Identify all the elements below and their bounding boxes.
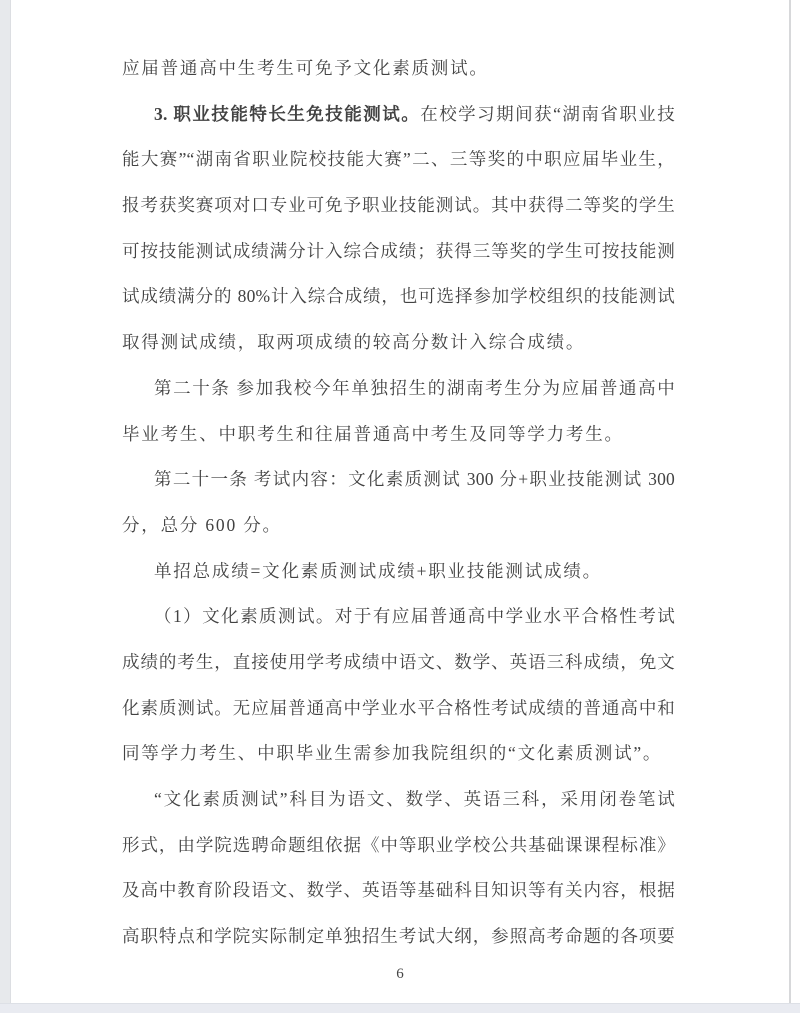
body-text: 应届普通高中生考生可免予文化素质测试。 bbox=[122, 58, 489, 78]
body-text: 化素质测试。无应届普通高中学业水平合格性考试成绩的普通高中和 bbox=[122, 697, 675, 718]
body-text: 分，总分 600 分。 bbox=[122, 514, 282, 535]
text-line bbox=[122, 366, 675, 412]
body-text: “文化素质测试”科目为语文、数学、英语三科，采用闭卷笔试 bbox=[154, 789, 675, 809]
body-text: 成绩的考生，直接使用学考成绩中语文、数学、英语三科成绩，免文 bbox=[122, 651, 675, 672]
body-text: 取得测试成绩，取两项成绩的较高分数计入综合成绩。 bbox=[122, 332, 586, 353]
text-line bbox=[122, 229, 675, 275]
body-text: 能大赛”“湖南省职业院校技能大赛”二、三等奖的中职应届毕业生， bbox=[122, 149, 675, 170]
body-text: 形式，由学院选聘命题组依据《中等职业学校公共基础课课程标准》 bbox=[122, 834, 675, 855]
body-text: 毕业考生、中职考生和往届普通高中考生及同等学力考生。 bbox=[122, 423, 624, 444]
body-text: 可按技能测试成绩满分计入综合成绩；获得三等奖的学生可按技能测 bbox=[122, 240, 675, 261]
text-line bbox=[122, 457, 675, 503]
body-text: 同等学力考生、中职毕业生需参加我院组织的“文化素质测试”。 bbox=[122, 743, 663, 764]
text-line bbox=[122, 777, 675, 823]
text-line bbox=[122, 92, 675, 138]
viewer-left-margin bbox=[0, 0, 11, 1013]
text-line bbox=[122, 320, 675, 366]
page-number: 6 bbox=[396, 966, 404, 982]
text-line bbox=[122, 503, 675, 549]
text-line bbox=[122, 46, 675, 92]
body-text: 报考获奖赛项对口专业可免予职业技能测试。其中获得二等奖的学生 bbox=[122, 195, 675, 216]
text-line bbox=[122, 686, 675, 732]
text-line bbox=[122, 594, 675, 640]
body-text: 试成绩满分的 80%计入综合成绩，也可选择参加学校组织的技能测试 bbox=[122, 286, 675, 307]
page-right-edge-line bbox=[789, 0, 791, 1003]
body-text: 第二十条 参加我校今年单独招生的湖南考生分为应届普通高中 bbox=[154, 377, 675, 398]
text-line bbox=[122, 823, 675, 869]
body-text: 单招总成绩=文化素质测试成绩+职业技能测试成绩。 bbox=[154, 560, 602, 581]
text-line bbox=[122, 183, 675, 229]
document-body bbox=[122, 46, 675, 960]
viewer-bottom-margin bbox=[0, 1003, 800, 1013]
document-page bbox=[11, 0, 789, 1003]
body-text: 及高中教育阶段语文、数学、英语等基础科目知识等有关内容，根据 bbox=[122, 880, 675, 901]
bold-heading-text: 3. 职业技能特长生免技能测试。 bbox=[154, 103, 421, 124]
text-line bbox=[122, 412, 675, 458]
text-line bbox=[122, 731, 675, 777]
text-line bbox=[122, 274, 675, 320]
text-line bbox=[122, 640, 675, 686]
body-text: （1）文化素质测试。对于有应届普通高中学业水平合格性考试 bbox=[154, 606, 675, 627]
body-text: 高职特点和学院实际制定单独招生考试大纲，参照高考命题的各项要 bbox=[122, 926, 675, 947]
body-text: 第二十一条 考试内容：文化素质测试 300 分+职业技能测试 300 bbox=[154, 469, 675, 490]
text-line bbox=[122, 868, 675, 914]
text-line bbox=[122, 549, 675, 595]
body-text: 在校学习期间获“湖南省职业技 bbox=[420, 103, 675, 124]
text-line bbox=[122, 137, 675, 183]
text-line bbox=[122, 914, 675, 960]
